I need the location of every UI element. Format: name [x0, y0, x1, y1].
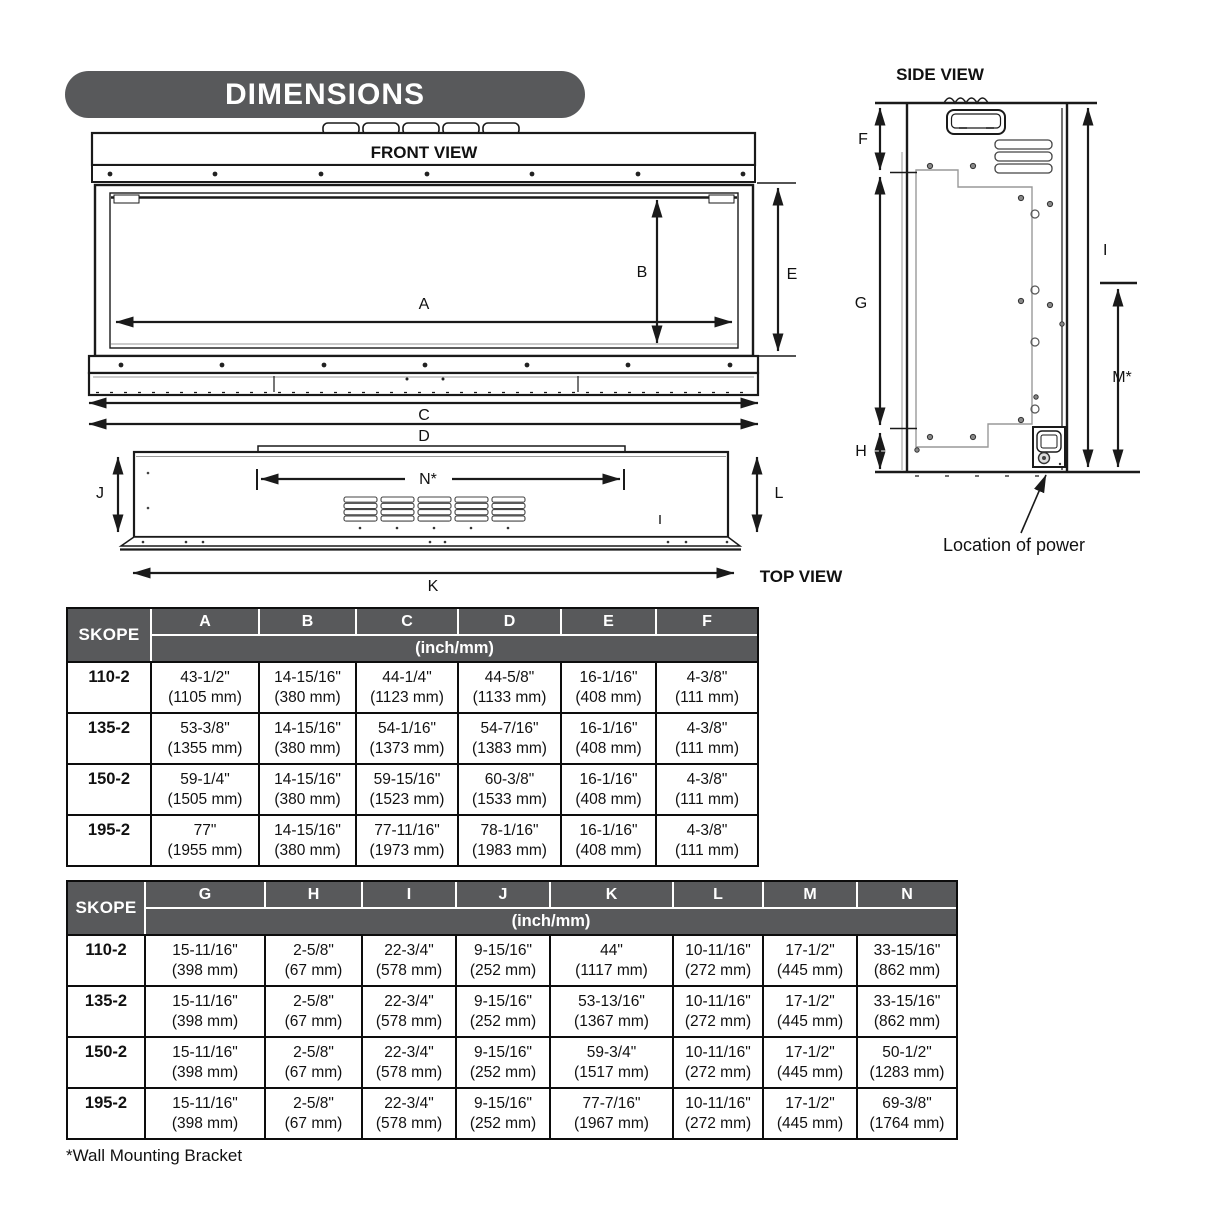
value-mm: (1967 mm)	[574, 1114, 649, 1132]
column-header-E: E	[560, 609, 655, 636]
value-inch: 14-15/16"	[274, 668, 341, 686]
side-screws	[915, 163, 1064, 452]
value-inch: 22-3/4"	[384, 992, 434, 1010]
inner-panel-outline	[916, 170, 1032, 447]
value-mm: (1533 mm)	[472, 790, 547, 808]
table-cell	[258, 661, 355, 712]
dim-label-B: B	[636, 264, 648, 281]
table-cell	[655, 661, 757, 712]
table-cell	[264, 1036, 361, 1087]
value-mm: (578 mm)	[375, 1114, 443, 1132]
dim-label-N: N*	[419, 471, 437, 488]
column-header-B: B	[258, 609, 355, 636]
table-cell	[549, 985, 672, 1036]
value-mm: (1517 mm)	[574, 1063, 649, 1081]
value-mm: (1973 mm)	[369, 841, 445, 859]
model-label: 110-2	[68, 661, 150, 712]
value-mm: (1367 mm)	[574, 1012, 649, 1030]
value-mm: (380 mm)	[274, 688, 341, 706]
value-inch: 16-1/16"	[579, 719, 638, 737]
value-inch: 33-15/16"	[873, 941, 941, 959]
dim-arrow-J	[96, 457, 118, 532]
table-cell	[672, 934, 762, 985]
value-mm: (272 mm)	[684, 1114, 752, 1132]
value-mm: (272 mm)	[684, 1012, 752, 1030]
value-inch: 33-15/16"	[873, 992, 941, 1010]
model-label: 110-2	[68, 934, 144, 985]
value-inch: 53-13/16"	[578, 992, 645, 1010]
unit-header: (inch/mm)	[144, 909, 956, 934]
top-view-outline	[134, 452, 728, 537]
table-cell	[455, 934, 549, 985]
side-view-title: SIDE VIEW	[896, 65, 984, 84]
unit-header: (inch/mm)	[150, 636, 757, 661]
table-cell	[457, 814, 560, 865]
value-inch: 10-11/16"	[685, 941, 751, 959]
table-cell	[549, 934, 672, 985]
value-mm: (445 mm)	[776, 1012, 844, 1030]
value-inch: 10-11/16"	[685, 992, 751, 1010]
table-cell	[856, 985, 956, 1036]
value-mm: (1764 mm)	[869, 1114, 945, 1132]
column-header-K: K	[549, 882, 672, 909]
dim-label-L: L	[774, 485, 784, 502]
value-inch: 10-11/16"	[685, 1043, 751, 1061]
value-inch: 17-1/2"	[785, 1043, 835, 1061]
table-cell	[856, 1087, 956, 1138]
value-inch: 16-1/16"	[579, 668, 638, 686]
value-mm: (252 mm)	[469, 961, 537, 979]
table-cell	[856, 934, 956, 985]
value-inch: 2-5/8"	[293, 992, 334, 1010]
dim-arrow-F	[858, 108, 880, 170]
dim-arrow-H	[855, 433, 880, 469]
table-cell	[762, 1087, 856, 1138]
value-mm: (1955 mm)	[167, 841, 243, 859]
value-mm: (445 mm)	[776, 1114, 844, 1132]
value-mm: (1105 mm)	[168, 688, 242, 706]
value-mm: (578 mm)	[375, 961, 443, 979]
side-view-drawing	[855, 65, 1140, 555]
value-mm: (408 mm)	[575, 790, 642, 808]
table-cell	[361, 985, 455, 1036]
value-inch: 59-15/16"	[373, 770, 441, 788]
table-cell	[856, 1036, 956, 1087]
power-socket-inner	[1041, 435, 1057, 448]
dim-label-M: M*	[1112, 369, 1132, 386]
value-inch: 4-3/8"	[686, 719, 728, 737]
dim-arrow-G	[855, 177, 880, 425]
table-cell	[560, 712, 655, 763]
column-header-L: L	[672, 882, 762, 909]
value-inch: 16-1/16"	[579, 770, 638, 788]
value-mm: (398 mm)	[171, 1063, 239, 1081]
value-inch: 9-15/16"	[473, 1043, 533, 1061]
value-inch: 44-5/8"	[484, 668, 535, 686]
value-mm: (67 mm)	[284, 961, 343, 979]
value-mm: (272 mm)	[684, 1063, 752, 1081]
value-mm: (398 mm)	[171, 1114, 239, 1132]
table-cell	[361, 1087, 455, 1138]
value-inch: 44"	[600, 941, 623, 959]
dim-arrow-C	[89, 403, 758, 424]
table-cell	[258, 712, 355, 763]
table-cell	[457, 763, 560, 814]
table-cell	[258, 814, 355, 865]
table-cell	[150, 814, 258, 865]
value-inch: 54-7/16"	[480, 719, 539, 737]
value-mm: (1373 mm)	[369, 739, 445, 757]
value-inch: 69-3/8"	[882, 1094, 932, 1112]
column-header-N: N	[856, 882, 956, 909]
value-inch: 2-5/8"	[293, 941, 334, 959]
value-mm: (111 mm)	[674, 688, 739, 706]
column-header-J: J	[455, 882, 549, 909]
value-inch: 15-11/16"	[172, 1094, 238, 1112]
value-inch: 9-15/16"	[473, 941, 533, 959]
value-mm: (111 mm)	[674, 841, 739, 859]
power-note: Location of power	[942, 535, 1086, 555]
value-inch: 15-11/16"	[172, 992, 238, 1010]
value-inch: 50-1/2"	[882, 1043, 932, 1061]
corner-clip-left	[114, 195, 139, 203]
value-mm: (408 mm)	[575, 688, 642, 706]
value-mm: (252 mm)	[469, 1063, 537, 1081]
value-inch: 60-3/8"	[484, 770, 535, 788]
table-cell	[560, 661, 655, 712]
dim-label-G: G	[854, 295, 868, 312]
value-inch: 22-3/4"	[384, 1094, 434, 1112]
column-header-D: D	[457, 609, 560, 636]
model-label: 135-2	[68, 985, 144, 1036]
dim-arrow-K	[133, 573, 734, 595]
column-header-G: G	[144, 882, 264, 909]
page-title: DIMENSIONS	[224, 77, 426, 111]
table-cell	[355, 814, 457, 865]
dimensions-table-a-f	[66, 607, 759, 867]
value-inch: 14-15/16"	[274, 719, 341, 737]
dim-label-K: K	[427, 578, 439, 595]
value-mm: (445 mm)	[776, 961, 844, 979]
table-cell	[549, 1087, 672, 1138]
table-cell	[560, 763, 655, 814]
table-cell	[672, 1087, 762, 1138]
value-inch: 9-15/16"	[473, 992, 533, 1010]
wall-mounting-footnote: *Wall Mounting Bracket	[66, 1146, 243, 1165]
table-cell	[355, 763, 457, 814]
value-mm: (67 mm)	[284, 1012, 343, 1030]
table-cell	[264, 934, 361, 985]
value-inch: 78-1/16"	[480, 821, 539, 839]
dim-label-A: A	[418, 296, 430, 313]
power-callout	[943, 475, 1085, 555]
table-cell	[144, 1087, 264, 1138]
column-header-I: I	[361, 882, 455, 909]
column-header-C: C	[355, 609, 457, 636]
value-inch: 4-3/8"	[686, 770, 728, 788]
table-cell	[264, 1087, 361, 1138]
dim-arrow-L	[757, 457, 784, 532]
value-mm: (445 mm)	[776, 1063, 844, 1081]
table-cell	[150, 661, 258, 712]
value-inch: 15-11/16"	[172, 941, 238, 959]
front-base-panel	[89, 373, 758, 395]
table-cell	[655, 763, 757, 814]
dim-arrow-D	[89, 424, 758, 445]
dim-label-D: D	[418, 428, 430, 445]
value-mm: (398 mm)	[171, 1012, 239, 1030]
value-mm: (1523 mm)	[369, 790, 445, 808]
value-mm: (1505 mm)	[167, 790, 243, 808]
value-inch: 14-15/16"	[274, 770, 341, 788]
value-mm: (67 mm)	[284, 1063, 343, 1081]
dim-arrow-I	[1088, 108, 1107, 467]
column-header-M: M	[762, 882, 856, 909]
side-handle-vent-inner	[952, 114, 1001, 128]
front-view-drawing	[89, 123, 797, 445]
table-cell	[455, 1087, 549, 1138]
value-mm: (380 mm)	[274, 841, 341, 859]
value-mm: (1383 mm)	[472, 739, 547, 757]
model-label: 135-2	[68, 712, 150, 763]
table-cell	[457, 712, 560, 763]
dim-arrow-M	[1100, 283, 1137, 467]
value-mm: (1133 mm)	[472, 688, 547, 706]
table-cell	[144, 1036, 264, 1087]
table-cell	[355, 712, 457, 763]
value-inch: 2-5/8"	[293, 1043, 334, 1061]
dim-label-I: I	[1103, 242, 1108, 259]
value-mm: (1283 mm)	[869, 1063, 945, 1081]
technical-drawings	[0, 0, 1214, 605]
value-mm: (252 mm)	[469, 1012, 537, 1030]
table-cell	[762, 934, 856, 985]
value-mm: (272 mm)	[684, 961, 752, 979]
dim-label-E: E	[786, 266, 798, 283]
table-cell	[264, 985, 361, 1036]
value-inch: 77-11/16"	[374, 821, 440, 839]
table-cell	[560, 814, 655, 865]
value-mm: (380 mm)	[274, 790, 341, 808]
value-mm: (398 mm)	[171, 961, 239, 979]
table-cell	[455, 985, 549, 1036]
table-cell	[144, 985, 264, 1036]
value-inch: 54-1/16"	[377, 719, 437, 737]
table-cell	[150, 712, 258, 763]
table-cell	[361, 1036, 455, 1087]
table-cell	[355, 661, 457, 712]
value-inch: 59-1/4"	[180, 770, 230, 788]
model-label: 150-2	[68, 1036, 144, 1087]
table-cell	[762, 1036, 856, 1087]
value-inch: 17-1/2"	[785, 941, 835, 959]
value-inch: 22-3/4"	[384, 941, 434, 959]
value-mm: (111 mm)	[674, 790, 739, 808]
dim-label-F: F	[858, 131, 868, 148]
value-mm: (408 mm)	[575, 841, 642, 859]
column-header-H: H	[264, 882, 361, 909]
model-label: 195-2	[68, 1087, 144, 1138]
table-cell	[361, 934, 455, 985]
value-mm: (1355 mm)	[167, 739, 243, 757]
table-cell	[672, 985, 762, 1036]
value-inch: 77"	[193, 821, 217, 839]
value-inch: 77-7/16"	[582, 1094, 641, 1112]
dim-arrow-E	[757, 183, 797, 356]
table-corner-label: SKOPE	[68, 882, 144, 934]
value-inch: 15-11/16"	[172, 1043, 238, 1061]
value-inch: 16-1/16"	[579, 821, 638, 839]
value-inch: 9-15/16"	[473, 1094, 533, 1112]
value-inch: 17-1/2"	[785, 992, 835, 1010]
value-mm: (862 mm)	[873, 1012, 941, 1030]
column-header-A: A	[150, 609, 258, 636]
front-top-flange	[92, 165, 755, 182]
dimensions-table-g-n	[66, 880, 958, 1140]
table-cell	[150, 763, 258, 814]
value-mm: (1117 mm)	[575, 961, 648, 979]
value-mm: (380 mm)	[274, 739, 341, 757]
value-inch: 2-5/8"	[293, 1094, 334, 1112]
table-cell	[762, 985, 856, 1036]
front-view-title: FRONT VIEW	[370, 143, 478, 162]
table-corner-label: SKOPE	[68, 609, 150, 661]
table-cell	[455, 1036, 549, 1087]
value-inch: 14-15/16"	[274, 821, 341, 839]
value-inch: 43-1/2"	[180, 668, 230, 686]
value-mm: (111 mm)	[674, 739, 739, 757]
value-mm: (1983 mm)	[472, 841, 547, 859]
model-label: 195-2	[68, 814, 150, 865]
table-cell	[655, 712, 757, 763]
value-inch: 17-1/2"	[785, 1094, 835, 1112]
value-inch: 22-3/4"	[384, 1043, 434, 1061]
value-inch: 4-3/8"	[686, 821, 728, 839]
value-mm: (578 mm)	[375, 1012, 443, 1030]
value-mm: (67 mm)	[284, 1114, 343, 1132]
value-mm: (1123 mm)	[370, 688, 444, 706]
corner-clip-right	[709, 195, 734, 203]
value-mm: (862 mm)	[873, 961, 941, 979]
side-louvers	[995, 140, 1052, 173]
dim-label-J: J	[96, 485, 104, 502]
model-label: 150-2	[68, 763, 150, 814]
value-inch: 59-3/4"	[586, 1043, 637, 1061]
table-cell	[655, 814, 757, 865]
value-inch: 53-3/8"	[180, 719, 230, 737]
table-cell	[457, 661, 560, 712]
table-cell	[144, 934, 264, 985]
vent-louvers	[344, 497, 525, 521]
value-mm: (408 mm)	[575, 739, 642, 757]
top-view-title: TOP VIEW	[759, 567, 843, 586]
top-view-drawing	[96, 446, 843, 595]
column-header-F: F	[655, 609, 757, 636]
dim-label-H: H	[855, 443, 867, 460]
value-inch: 4-3/8"	[686, 668, 728, 686]
table-cell	[258, 763, 355, 814]
value-mm: (578 mm)	[375, 1063, 443, 1081]
value-inch: 10-11/16"	[685, 1094, 751, 1112]
value-inch: 44-1/4"	[382, 668, 432, 686]
dim-label-C: C	[418, 407, 430, 424]
value-mm: (252 mm)	[469, 1114, 537, 1132]
table-cell	[549, 1036, 672, 1087]
table-cell	[672, 1036, 762, 1087]
